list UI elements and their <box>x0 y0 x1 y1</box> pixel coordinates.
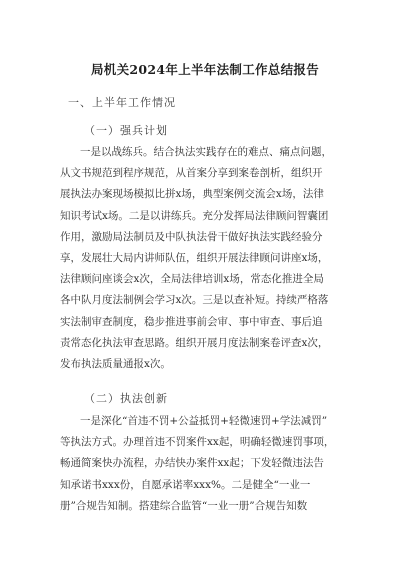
document-title: 局机关2024年上半年法制工作总结报告 <box>91 62 319 77</box>
paragraph-line: 册”合规告知制。搭建综合监管“一业一册”合规告知数 <box>60 499 308 512</box>
subsection-heading-enforcement-innovation: （二）执法创新 <box>84 392 168 405</box>
paragraph-line: 实法制审查制度，稳步推进事前会审、事中审查、事后追 <box>60 315 323 328</box>
paragraph-training-plan <box>60 142 364 375</box>
paragraph-line: 等执法方式。办理首违不罚案件xx起，明确轻微速罚事项， <box>60 436 335 449</box>
subsection-heading-training-plan: （一）强兵计划 <box>84 124 168 137</box>
paragraph-line: 展执法办案现场模拟比拼x场，典型案例交流会x场，法律 <box>60 188 324 201</box>
paragraph-line: 从文书规范到程序规范，从首案分享到案卷剖析，组织开 <box>60 167 323 180</box>
paragraph-line: 享，发展壮大局内讲师队伍，组织开展法律顾问讲座x场， <box>60 252 329 265</box>
paragraph-line: 作用，激励局法制员及中队执法骨干做好执法实践经验分 <box>60 230 323 243</box>
paragraph-line: 畅通简案快办流程，办结快办案件xx起；下发轻微违法告 <box>60 457 324 470</box>
paragraph-line: 一是以战练兵。结合执法实践存在的难点、痛点问题， <box>80 146 332 158</box>
paragraph-line: 一是深化“首违不罚+公益抵罚+轻微速罚+学法减罚” <box>80 415 328 427</box>
paragraph-enforcement-innovation <box>60 411 364 517</box>
paragraph-line: 发布执法质量通报x次。 <box>60 358 171 371</box>
paragraph-line: 各中队月度法制例会学习x次。三是以查补短。持续严格落 <box>60 294 329 307</box>
paragraph-line: 责常态化执法审查思路。组织开展月度法制案卷评查x次， <box>60 336 329 349</box>
paragraph-line: 知识考试x场。二是以讲练兵。充分发挥局法律顾问智囊团 <box>60 209 329 222</box>
paragraph-line: 知承诺书xxx份，自愿承诺率xxx%。二是健全“一业一 <box>60 478 311 491</box>
paragraph-line: 法律顾问座谈会x次，全局法律培训x场，常态化推进全局 <box>60 273 324 286</box>
section-heading-work-status: 一、上半年工作情况 <box>68 96 176 109</box>
